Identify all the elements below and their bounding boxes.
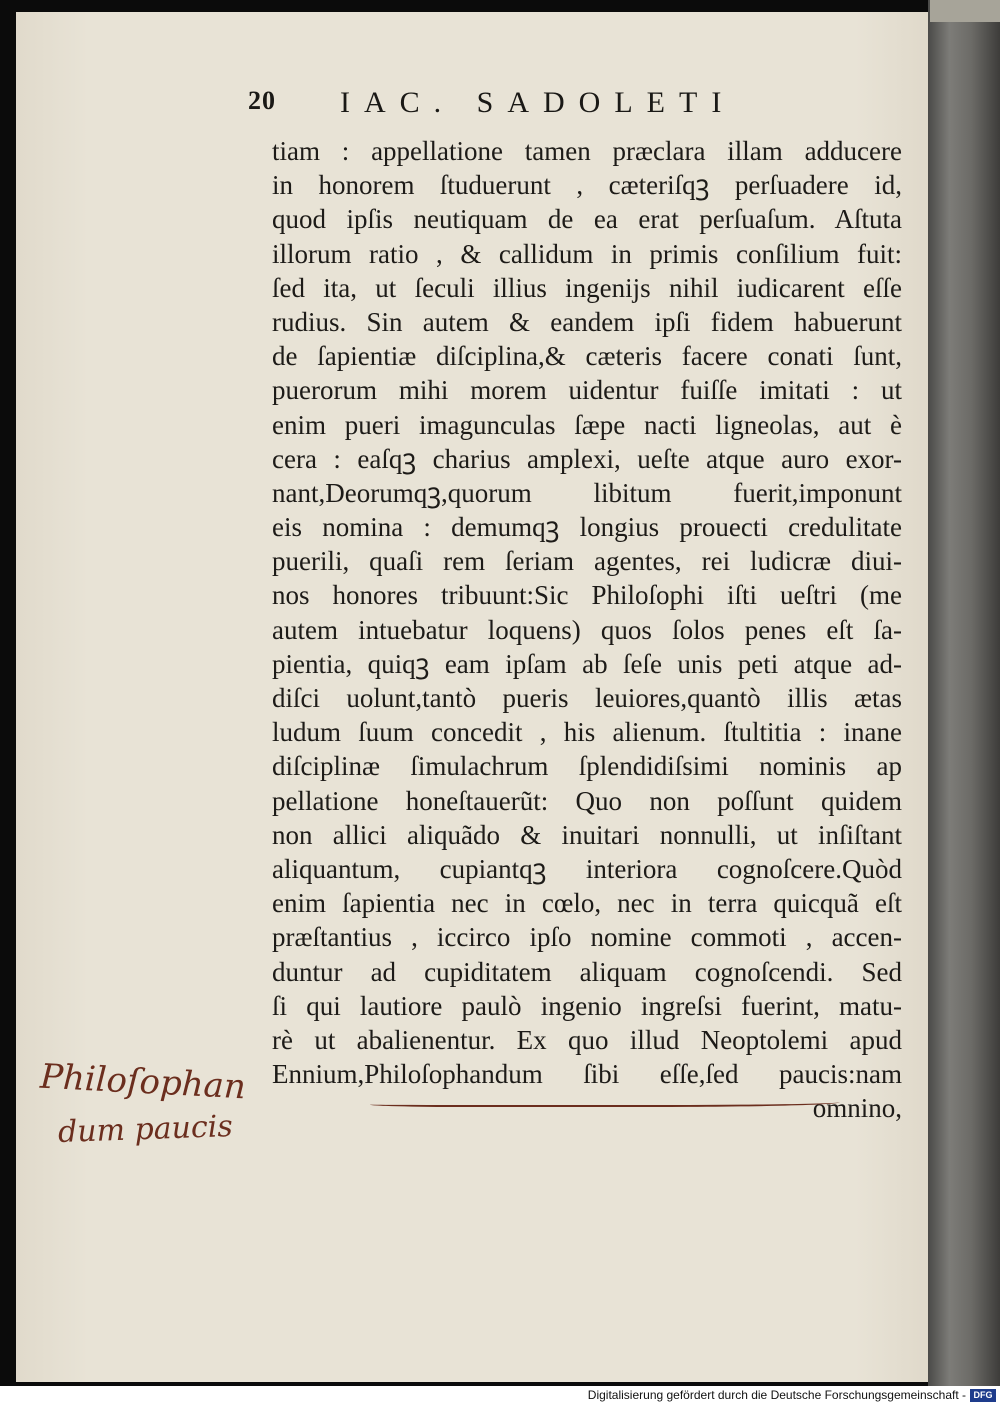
text-line: enim pueri imagunculas ſæpe nacti ligneolas, aut è [272,409,902,440]
text-line: nos honores tribuunt:Sic Philoſophi iſti ueſtri (me [272,580,902,611]
ink-underline [370,1095,840,1107]
page-edge-shadow [928,0,1000,1386]
text-line: rudius. Sin autem & eandem ipſi fidem habuerunt [272,306,902,337]
marginal-note-line1: Philoſophan [39,1056,247,1108]
dfg-logo-icon: DFG [970,1389,996,1402]
text-line: enim ſapientia nec in cœlo, nec in terra quicquã eſt [272,888,902,919]
text-line: eis nomina : demumqꝫ longius prouecti credulitate [272,512,902,543]
text-line: ludum ſuum concedit , his alienum. ſtultitia : inane [272,717,902,748]
text-line: præſtantius , iccirco ipſo nomine commoti , accen- [272,922,902,953]
footer-bar [0,1386,1000,1406]
text-line: quod ipſis neutiquam de ea erat perſuaſum. Aſtuta [272,204,902,235]
text-line: pellatione honeſtauerũt: Quo non poſſunt quidem [272,785,902,816]
text-line: aliquantum, cupiantqꝫ interiora cognoſcere.Quòd [272,853,902,884]
text-line: omnino, [812,1093,902,1124]
text-line: duntur ad cupiditatem aliquam cognoſcendi. Sed [272,956,902,987]
text-line: puerili, quaſi rem ſeriam agentes, rei ludicræ diui- [272,546,902,577]
text-line: ſed ita, ut ſeculi illius ingenijs nihil iudicarent eſſe [272,272,902,303]
body-text [272,134,902,1125]
page-number: 20 [248,86,276,115]
text-line: de ſapientiæ diſciplina,& cæteris facere conati ſunt, [272,341,902,372]
text-line: nant,Deorumqꝫ,quorum libitum fuerit,imponunt [272,477,902,508]
text-line: in honorem ſtuduerunt , cæteriſqꝫ perſuadere id, [272,170,902,201]
text-line: non allici aliquãdo & inuitari nonnulli, ut inſiſtant [272,819,902,850]
digitization-credit: Digitalisierung gefördert durch die Deutsche Forschungsgemeinschaft - [587,1388,966,1402]
text-line: diſci uolunt,tantò pueris leuiores,quantò illis ætas [272,683,902,713]
text-line: puerorum mihi morem uidentur fuiſſe imitati : ut [272,375,902,406]
text-line: ſi qui lautiore paulò ingenio ingreſsi fuerint, matu- [272,990,902,1021]
text-line: illorum ratio , & callidum in primis conſilium fuit: [272,238,902,269]
running-head: IAC. SADOLETI [340,86,736,119]
page-corner [930,0,1000,22]
marginal-note-line2: dum paucis [57,1108,234,1151]
text-line: cera : eaſqꝫ charius amplexi, ueſte atque auro exor- [272,443,902,474]
text-line: rè ut abalienentur. Ex quo illud Neoptolemi apud [272,1024,902,1055]
text-line: tiam : appellatione tamen præclara illam adducere [272,136,902,166]
text-line: pientia, quiqꝫ eam ipſam ab ſeſe unis peti atque ad- [272,648,902,679]
text-line: diſciplinæ ſimulachrum ſplendidiſsimi nominis ap [272,751,902,782]
page-header [248,86,828,126]
text-line: Ennium,Philoſophandum ſibi eſſe,ſed paucis:nam [272,1059,902,1090]
text-line: autem intuebatur loquens) quos ſolos penes eſt ſa- [272,614,902,645]
